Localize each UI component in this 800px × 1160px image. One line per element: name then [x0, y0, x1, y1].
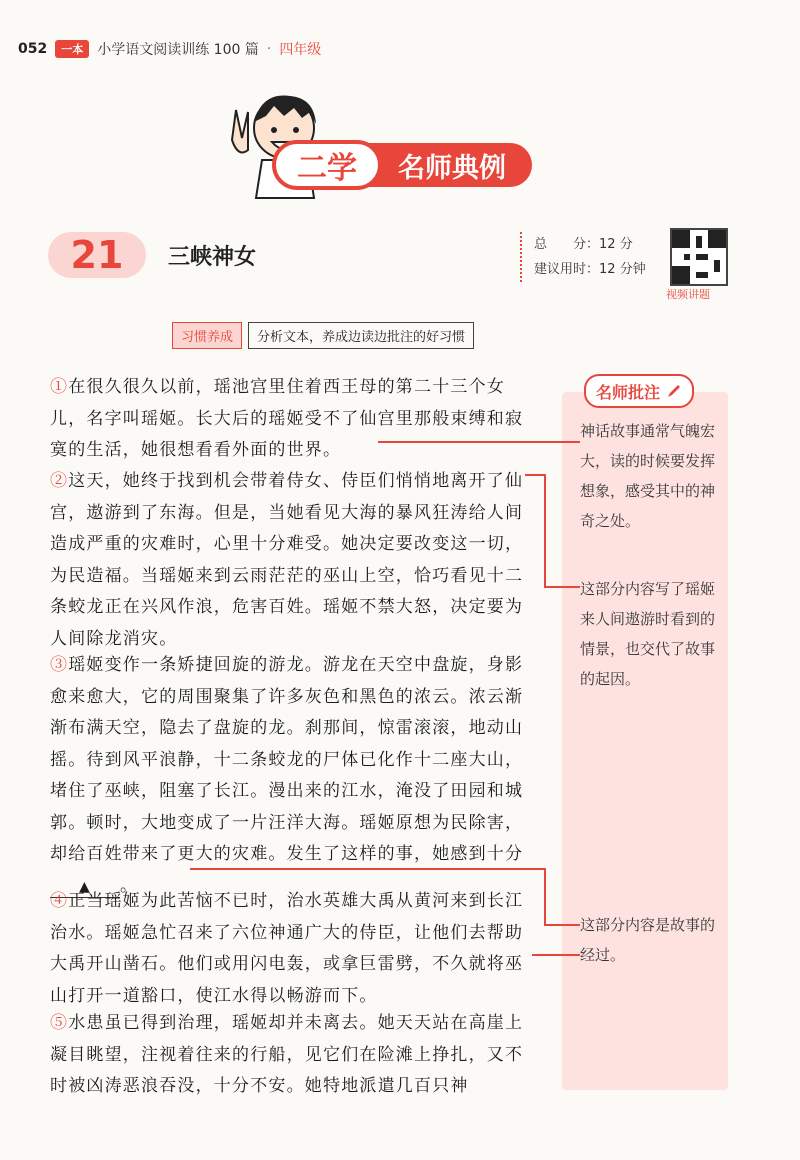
grade-label: 四年级 — [279, 42, 322, 58]
habit-text: 分析文本，养成边读边批注的好习惯 — [248, 322, 474, 349]
page-header — [18, 38, 321, 60]
habit-box — [172, 322, 474, 349]
separator: · — [266, 41, 272, 57]
score-info — [520, 232, 646, 282]
note-3: 这部分内容是故事的经过。 — [580, 916, 716, 964]
paragraph-2: ②这天，她终于找到机会带着侍女、侍臣们悄悄地离开了仙宫，遨游到了东海。但是，当她看见大海的暴风狂涛给人间造成严重的灾难时，心里十分难受。她决定要改变这一切，为民造福。当瑶姬来到云雨茫茫的巫山上空，恰巧看见十二条蛟龙正在兴风作浪，危害百姓。瑶姬不禁大怒，决定要为人间除龙消灾。 — [50, 471, 524, 649]
book-title: 小学语文阅读训练 100 篇 — [97, 42, 259, 58]
note-3-bracket — [544, 868, 546, 924]
page-number: 052 — [18, 41, 48, 57]
note-3-pointer — [544, 924, 580, 926]
paragraph-1: ①在很久很久以前，瑶池宫里住着西王母的第二十三个女儿，名字叫瑶姬。长大后的瑶姬受不了仙宫里那般束缚和寂寞的生活，她很想看看外面的世界。 — [50, 377, 524, 460]
banner-section-title: 名师典例 — [362, 143, 532, 187]
note-3-bracket-top — [190, 868, 545, 870]
suggested-time-row: 建议用时：12 分钟 — [534, 262, 646, 277]
pen-icon — [666, 383, 682, 399]
lesson-number-badge — [48, 232, 146, 278]
habit-tag: 习惯养成 — [172, 322, 242, 349]
paragraph-3: ③瑶姬变作一条矫捷回旋的游龙。游龙在天空中盘旋，身影愈来愈大，它的周围聚集了许多灰色和黑色的浓云。浓云渐渐布满天空，隐去了盘旋的龙。刹那间，惊雷滚滚，地动山摇。待到风平浪静，十二条蛟龙的尸体已化作十二座大山，堵住了巫峡，阻塞了长江。漫出来的江水，淹没了田园和城郭。顿时，大地变成了一片汪洋大海。瑶姬原想为民除害，却给百姓带来了更大的灾难。发生了这样的事，她感到十分▲ 。 — [50, 655, 524, 896]
note-2-bracket-top — [525, 474, 545, 476]
answer-blank[interactable]: ▲ — [50, 877, 120, 898]
lesson-title: 三峡神女 — [168, 244, 257, 270]
note-2-bracket — [544, 474, 546, 586]
note-3-pointer-2 — [532, 954, 580, 956]
qr-code-icon[interactable] — [670, 228, 728, 286]
note-2-pointer — [544, 586, 580, 588]
note-1: 神话故事通常气魄宏大，读的时候要发挥想象，感受其中的神奇之处。 — [580, 422, 716, 530]
video-lecture-label[interactable]: 视频讲题 — [666, 288, 710, 301]
teacher-notes-header: 名师批注 — [584, 374, 694, 408]
section-banner — [272, 140, 532, 190]
banner-step-label: 二学 — [272, 140, 382, 190]
note-1-pointer — [378, 441, 580, 443]
paragraph-4: ④正当瑶姬为此苦恼不已时，治水英雄大禹从黄河来到长江治水。瑶姬急忙召来了六位神通广大的侍臣，让他们去帮助大禹开山凿石。他们或用闪电轰，或拿巨雷劈，不久就将巫山打开一道豁口，使江水得以畅游而下。 — [50, 891, 524, 1006]
brand-badge: 一本 — [55, 40, 89, 58]
total-score-row: 总 分：12 分 — [534, 237, 633, 252]
lesson-number: 21 — [70, 233, 124, 277]
paragraph-5: ⑤水患虽已得到治理，瑶姬却并未离去。她天天站在高崖上凝目眺望，注视着往来的行船，见它们在险滩上挣扎，又不时被凶涛恶浪吞没，十分不安。她特地派遣几百只神 — [50, 1013, 524, 1096]
note-2: 这部分内容写了瑶姬来人间遨游时看到的情景，也交代了故事的起因。 — [580, 580, 716, 688]
